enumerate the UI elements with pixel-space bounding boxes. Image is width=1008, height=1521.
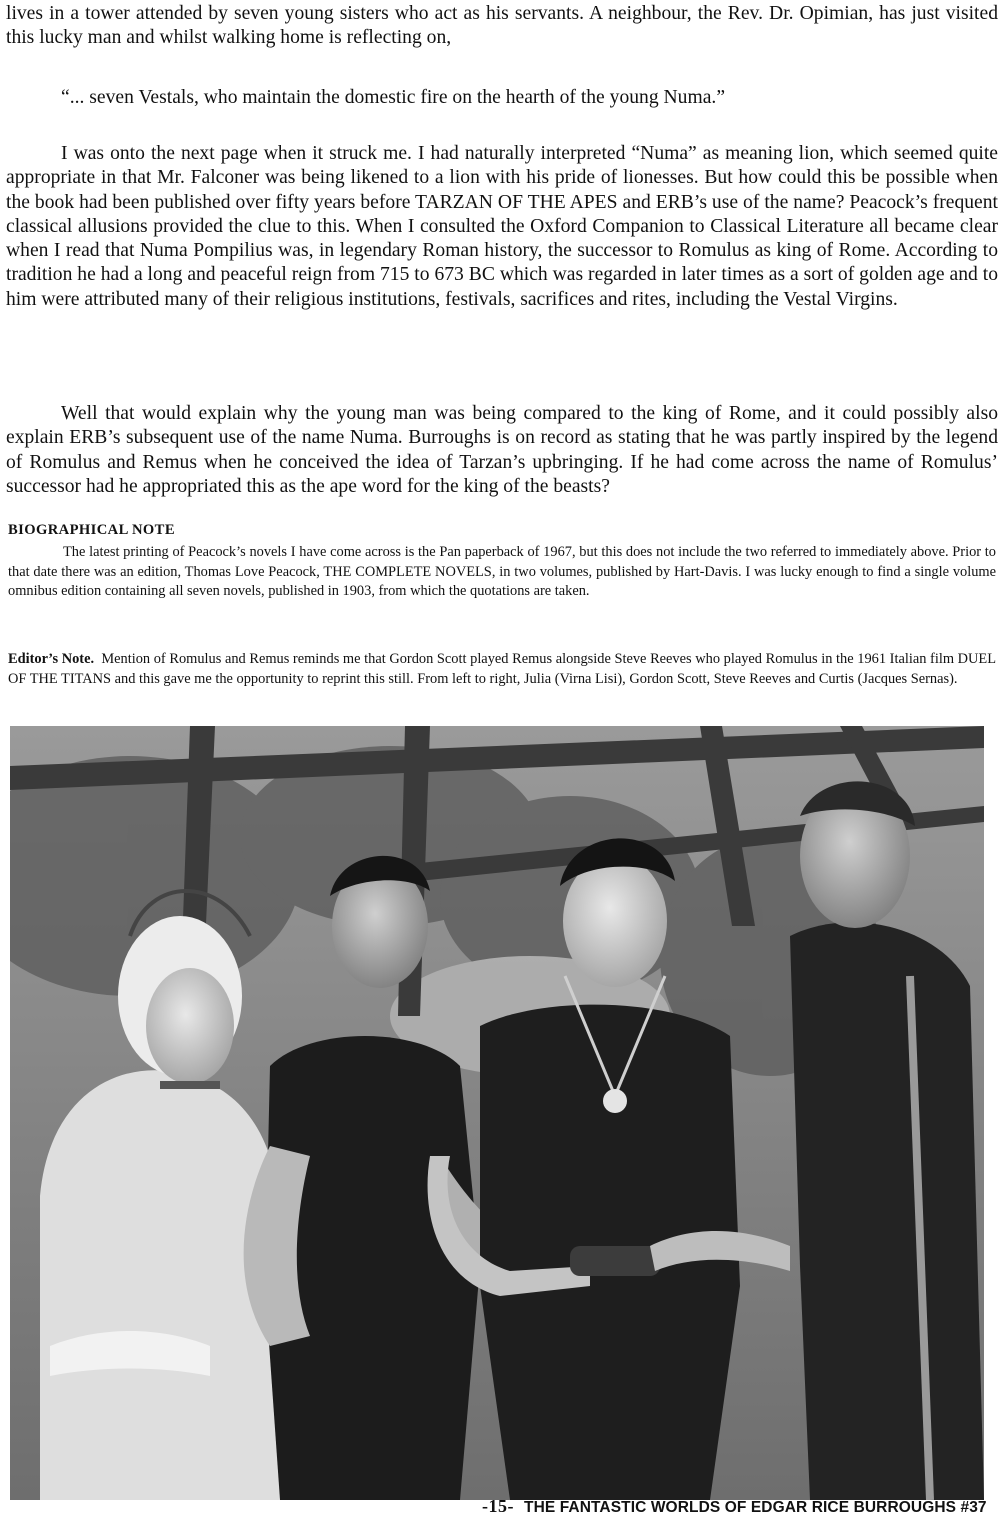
magazine-title: THE FANTASTIC WORLDS OF EDGAR RICE BURROUGHS #37 [524,1499,987,1516]
intro-paragraph: lives in a tower attended by seven young sisters who act as his servants. A neighbour, the Rev. Dr. Opimian, has just visited this lucky man and whilst walking home is reflecting on, [6,3,998,49]
editors-note-label: Editor’s Note. [8,651,95,667]
biographical-note-text: The latest printing of Peacock’s novels I have come across is the Pan paperback of 1967, but this does not include the two referred to immediately above. Prior to that date there was an edition, Thomas Love Peacock, THE COMPLETE NOVELS, in two volumes, published by Hart-Davis. I was lucky enough to find a single volume omnibus edition containing all seven novels, published in 1903, from which the quotations are taken. [8,544,996,600]
numa-paragraph: I was onto the next page when it struck me. I had naturally interpreted “Numa” as meaning lion, which seemed quite appropriate in that Mr. Falconer was being likened to a lion with his pride of lionesses. But how could this be possible when the book had been published over fifty years before TARZAN OF THE APES and ERB’s use of the name? Peacock’s frequent classical allusions provided the clue to this. When I consulted the Oxford Companion to Classical Literature all became clear when I read that Numa Pompilius was, in legendary Roman history, the successor to Romulus as king of Rome. According to tradition he had a long and peaceful reign from 715 to 673 BC which was regarded in later times as a sort of golden age and to him were attributed many of their religious institutions, festivals, sacrifices and rites, including the Vestal Virgins. [6,143,998,310]
editors-note [8,650,996,689]
page-footer [482,1496,1002,1520]
editors-note-text: Mention of Romulus and Remus reminds me that Gordon Scott played Remus alongside Steve Reeves who played Romulus in the 1961 Italian film DUEL OF THE TITANS and this gave me the opportunity to reprint this still. From left to right, Julia (Virna Lisi), Gordon Scott, Steve Reeves and Curtis (Jacques Sernas). [8,651,996,687]
film-still-photo [10,726,984,1500]
film-still-illustration [10,726,984,1500]
page-number: -15- [482,1496,514,1516]
quotation: “... seven Vestals, who maintain the domestic fire on the hearth of the young Numa.” [61,87,726,108]
conclusion-paragraph: Well that would explain why the young man was being compared to the king of Rome, and it could possibly also explain ERB’s subsequent use of the name Numa. Burroughs is on record as stating that he was partly inspired by the legend of Romulus and Remus when he conceived the idea of Tarzan’s upbringing. If he had come across the name of Romulus’ successor had he appropriated this as the ape word for the king of the beasts? [6,403,998,497]
biographical-note-heading: BIOGRAPHICAL NOTE [8,522,175,538]
